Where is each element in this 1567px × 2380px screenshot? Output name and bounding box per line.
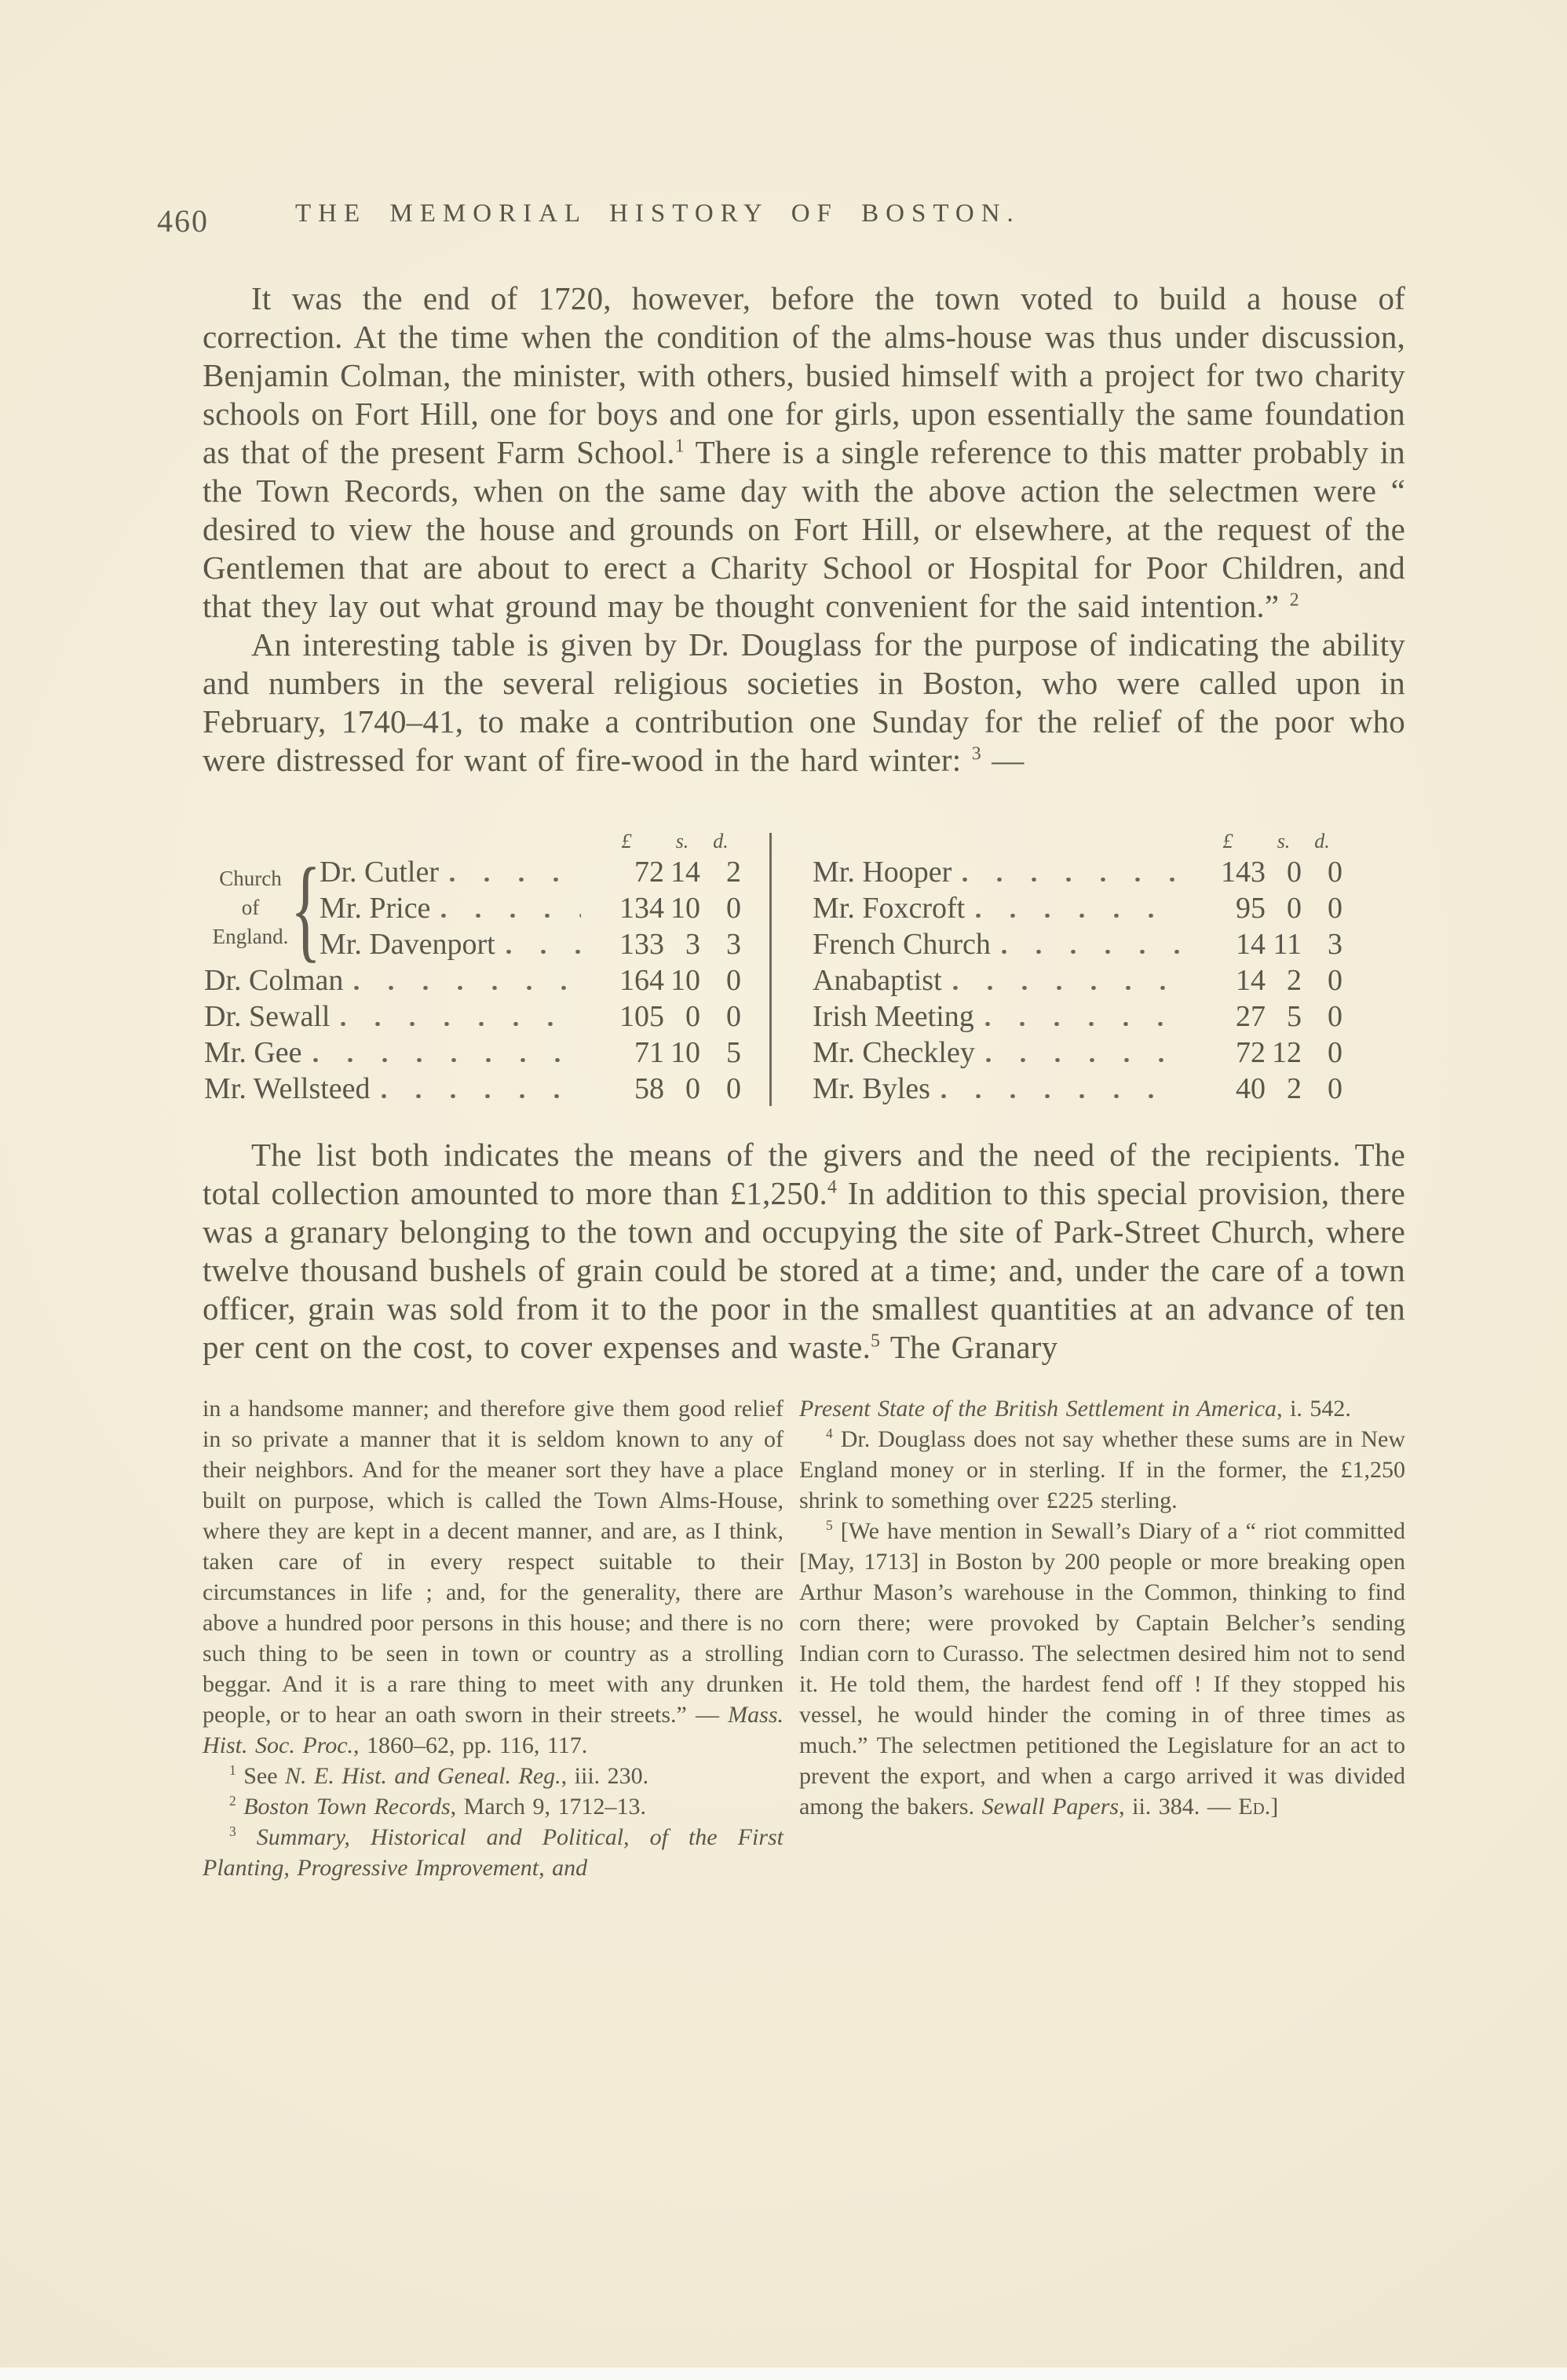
contribution-table-right	[813, 823, 1342, 1108]
footnotes	[203, 1393, 1405, 1883]
shillings-value: 0	[685, 1000, 700, 1033]
brace-icon: {	[290, 845, 322, 973]
shillings-value: 2	[1287, 1072, 1302, 1105]
pounds-value: 58	[634, 1072, 664, 1105]
pounds-value: 71	[634, 1036, 664, 1069]
contributor-name: Mr. Checkley	[813, 1036, 975, 1069]
shillings-header: s.	[675, 830, 689, 852]
running-head: THE MEMORIAL HISTORY OF BOSTON.	[295, 199, 1021, 228]
dot-leader	[341, 1022, 581, 1026]
contributor-name: Dr. Cutler	[320, 856, 439, 889]
table-row	[813, 891, 1342, 927]
pounds-value: 95	[1236, 892, 1266, 925]
dot-leader	[985, 1022, 1182, 1026]
contributor-name: Mr. Wellsteed	[204, 1072, 371, 1105]
pounds-value: 72	[634, 856, 664, 889]
text-segment: In addition to this special provision, there was a granary belonging to the town and occupying the site of Park-Street Church, where twelve thousand bushels of grain could be stored at a time; and, under the care of a town officer, grain was sold from it to the poor in the smallest quantities at an advance of ten per cent on the cost, to cover expenses and waste.	[203, 1175, 1405, 1365]
pounds-value: 143	[1221, 856, 1266, 889]
footnote-marker: 4	[827, 1177, 838, 1198]
pence-value: 3	[726, 928, 741, 961]
dot-leader	[962, 878, 1182, 882]
shillings-value: 10	[670, 892, 700, 925]
pence-value: 0	[1328, 892, 1342, 925]
contribution-table-left	[204, 823, 741, 1108]
table-divider	[769, 833, 772, 1106]
text-segment: Summary, Historical and Political, of the First Planting, Progressive Improvement, and	[203, 1824, 784, 1881]
contributor-name: Mr. Byles	[813, 1072, 930, 1105]
text-segment: —	[981, 742, 1025, 778]
table-row	[204, 1071, 741, 1108]
dot-leader	[1002, 950, 1182, 954]
paragraph-1	[203, 279, 1405, 626]
footnote-1	[203, 1761, 784, 1791]
pence-value: 0	[726, 1000, 741, 1033]
pounds-value: 14	[1236, 928, 1266, 961]
footnote-marker: 2	[229, 1793, 236, 1809]
pence-value: 0	[1328, 1000, 1342, 1033]
church-of-england-group	[204, 845, 741, 973]
text-segment: An interesting table is given by Dr. Douglass for the purpose of indicating the ability and numbers in the several religious societies in Boston, who were called upon in February, 1740–41, to make a contribution one Sunday for the relief of the poor who were distressed for want of fire-wood in the hard winter:	[203, 626, 1405, 778]
text-segment: Ed	[1238, 1794, 1265, 1820]
text-segment: Boston Town Records	[243, 1794, 451, 1820]
pence-value: 2	[726, 856, 741, 889]
contributor-name: Anabaptist	[813, 964, 942, 997]
dot-leader	[506, 950, 581, 954]
pence-header: d.	[713, 830, 729, 852]
contribution-table	[203, 823, 1405, 1112]
footnote-marker: 2	[1289, 590, 1299, 611]
text-segment: , 1860–62, pp. 116, 117.	[353, 1732, 588, 1758]
pence-value: 0	[726, 892, 741, 925]
table-row	[813, 963, 1342, 999]
text-segment: , March 9, 1712–13.	[450, 1794, 646, 1820]
paragraph-2	[203, 626, 1405, 779]
dot-leader	[313, 1058, 581, 1062]
text-segment: The list both indicates the means of the givers and the need of the recipients. The total collection amounted to more than £1,250.	[203, 1137, 1405, 1211]
text-segment: See	[236, 1763, 286, 1789]
shillings-header: s.	[1277, 830, 1291, 852]
page-content	[157, 198, 1405, 1883]
table-row	[204, 963, 741, 999]
footnote-marker: 4	[826, 1425, 833, 1441]
pounds-header: £	[621, 830, 632, 852]
pounds-value: 27	[1236, 1000, 1266, 1033]
text-segment: in a handsome manner; and therefore give them good relief in so private a manner that it is seldom known to any of their neighbors. And for the meaner sort they have a place built on purpose, which is called the Town Alms-House, where they are kept in a decent manner, and are, as I think, taken care of in every respect suitable to their circumstances in life ; and, for the generality, there are above a hundred poor persons in this house; and there is no such thing to be seen in town or country as a strolling beggar. And it is a rare thing to meet with any drunken people, or to hear an oath sworn in their streets.” —	[203, 1396, 784, 1728]
shillings-value: 5	[1287, 1000, 1302, 1033]
shillings-value: 0	[1287, 892, 1302, 925]
table-row	[813, 1071, 1342, 1108]
text-segment: Present State of the British Settlement in America	[799, 1396, 1277, 1422]
contributor-name: French Church	[813, 928, 991, 961]
dot-leader	[382, 1094, 581, 1098]
text-segment: Sewall Papers	[981, 1794, 1120, 1820]
shillings-value: 2	[1287, 964, 1302, 997]
contributor-name: Dr. Colman	[204, 964, 344, 997]
group-label	[203, 864, 298, 951]
shillings-value: 0	[1287, 856, 1302, 889]
shillings-value: 11	[1273, 928, 1302, 961]
dot-leader	[976, 914, 1182, 918]
footnote-5	[799, 1516, 1405, 1822]
text-segment: Dr. Douglass does not say whether these sums are in New England money or in sterling. If in the former, the £1,250 shrink to something over £225 sterling.	[799, 1426, 1405, 1513]
pence-header: d.	[1314, 830, 1330, 852]
pence-value: 0	[726, 964, 741, 997]
text-segment: The Granary	[880, 1329, 1058, 1365]
contributor-name: Mr. Gee	[204, 1036, 302, 1069]
page-header	[157, 198, 1405, 239]
text-segment: [We have mention in Sewall’s Diary of a “ riot committed [May, 1713] in Boston by 200 people or more breaking open Arthur Mason’s warehouse in the Common, thinking to find corn there; were provoked by Captain Belcher’s sending Indian corn to Curasso. The selectmen desired him not to send it. He told them, the hardest fend off ! If they stopped his vessel, he would hinder the coming in of three times as much.” The selectmen petitioned the Legislature for an act to prevent the export, and when a cargo arrived it was divided among the bakers.	[799, 1518, 1405, 1820]
currency-header-left	[204, 823, 741, 855]
text-segment: , iii. 230.	[561, 1763, 649, 1789]
table-row	[813, 927, 1342, 963]
contributor-name: Mr. Davenport	[320, 928, 495, 961]
table-row	[813, 1035, 1342, 1071]
footnote-marker: 3	[971, 743, 981, 765]
footnote-column-left	[203, 1393, 784, 1883]
right-rows	[813, 855, 1342, 1108]
pence-value: 0	[1328, 1036, 1342, 1069]
pence-value: 0	[1328, 1072, 1342, 1105]
text-segment: There is a single reference to this matter probably in the Town Records, when on the same day with the above action the selectmen were “ desired to view the house and grounds on Fort Hill, or elsewhere, at the request of the Gentlemen that are about to erect a Charity School or Hospital for Poor Children, and that they lay out what ground may be thought convenient for the said intention.”	[203, 434, 1405, 624]
text-segment	[236, 1794, 244, 1820]
group-label-line: of	[241, 896, 260, 919]
contributor-name: Mr. Foxcroft	[813, 892, 966, 925]
text-segment	[236, 1824, 257, 1850]
footnote-marker: 5	[871, 1331, 881, 1352]
pence-value: 0	[726, 1072, 741, 1105]
footnote-3	[203, 1822, 784, 1883]
pounds-value: 14	[1236, 964, 1266, 997]
dot-leader	[953, 986, 1182, 990]
pounds-value: 134	[619, 892, 664, 925]
text-segment: N. E. Hist. and Geneal. Reg.	[285, 1763, 561, 1789]
shillings-value: 10	[670, 964, 700, 997]
dot-leader	[354, 986, 581, 990]
shillings-value: 0	[685, 1072, 700, 1105]
footnote-marker: 1	[229, 1762, 236, 1778]
pounds-value: 164	[619, 964, 664, 997]
text-segment: , i. 542.	[1277, 1396, 1351, 1422]
dot-leader	[986, 1058, 1182, 1062]
table-row	[813, 855, 1342, 891]
footnote-column-right	[799, 1393, 1405, 1883]
shillings-value: 14	[670, 856, 700, 889]
text-segment: Mass. Hist. Soc. Proc.	[203, 1702, 784, 1758]
footnote-2	[203, 1791, 784, 1822]
contributor-name: Dr. Sewall	[204, 1000, 331, 1033]
table-row	[204, 1035, 741, 1071]
pounds-value: 40	[1236, 1072, 1266, 1105]
text-segment: It was the end of 1720, however, before the town voted to build a house of correction. At the time when the condition of the alms-house was thus under discussion, Benjamin Colman, the minister, with others, busied himself with a project for two charity schools on Fort Hill, one for boys and one for girls, upon essentially the same foundation as that of the present Farm School.	[203, 280, 1405, 470]
dot-leader	[450, 878, 581, 882]
pence-value: 0	[1328, 964, 1342, 997]
shillings-value: 10	[670, 1036, 700, 1069]
pence-value: 5	[726, 1036, 741, 1069]
page-number: 460	[157, 203, 209, 239]
pounds-value: 105	[619, 1000, 664, 1033]
shillings-value: 12	[1272, 1036, 1302, 1069]
table-row	[204, 999, 741, 1035]
left-rows	[204, 963, 741, 1108]
table-row	[813, 999, 1342, 1035]
contributor-name: Mr. Hooper	[813, 856, 952, 889]
pounds-value: 133	[619, 928, 664, 961]
body-text	[203, 279, 1405, 1367]
paragraph-3	[203, 1136, 1405, 1367]
pence-value: 3	[1328, 928, 1342, 961]
footnote-continuation	[203, 1393, 784, 1761]
currency-header-right	[813, 823, 1342, 855]
scan-edge	[0, 2367, 1567, 2380]
footnote-3-continuation	[799, 1393, 1405, 1424]
footnote-marker: 3	[229, 1823, 236, 1839]
pounds-value: 72	[1236, 1036, 1266, 1069]
pounds-header: £	[1222, 830, 1233, 852]
text-segment: .]	[1264, 1794, 1279, 1820]
dot-leader	[441, 914, 581, 918]
pence-value: 0	[1328, 856, 1342, 889]
footnote-marker: 5	[826, 1517, 833, 1533]
footnote-4	[799, 1424, 1405, 1516]
group-label-line: Church	[219, 867, 282, 890]
group-label-line: England.	[212, 925, 289, 948]
shillings-value: 3	[685, 928, 700, 961]
footnote-marker: 1	[674, 436, 685, 457]
contributor-name: Mr. Price	[320, 892, 431, 925]
text-segment: , ii. 384. —	[1119, 1794, 1239, 1820]
dot-leader	[941, 1094, 1182, 1098]
contributor-name: Irish Meeting	[813, 1000, 974, 1033]
